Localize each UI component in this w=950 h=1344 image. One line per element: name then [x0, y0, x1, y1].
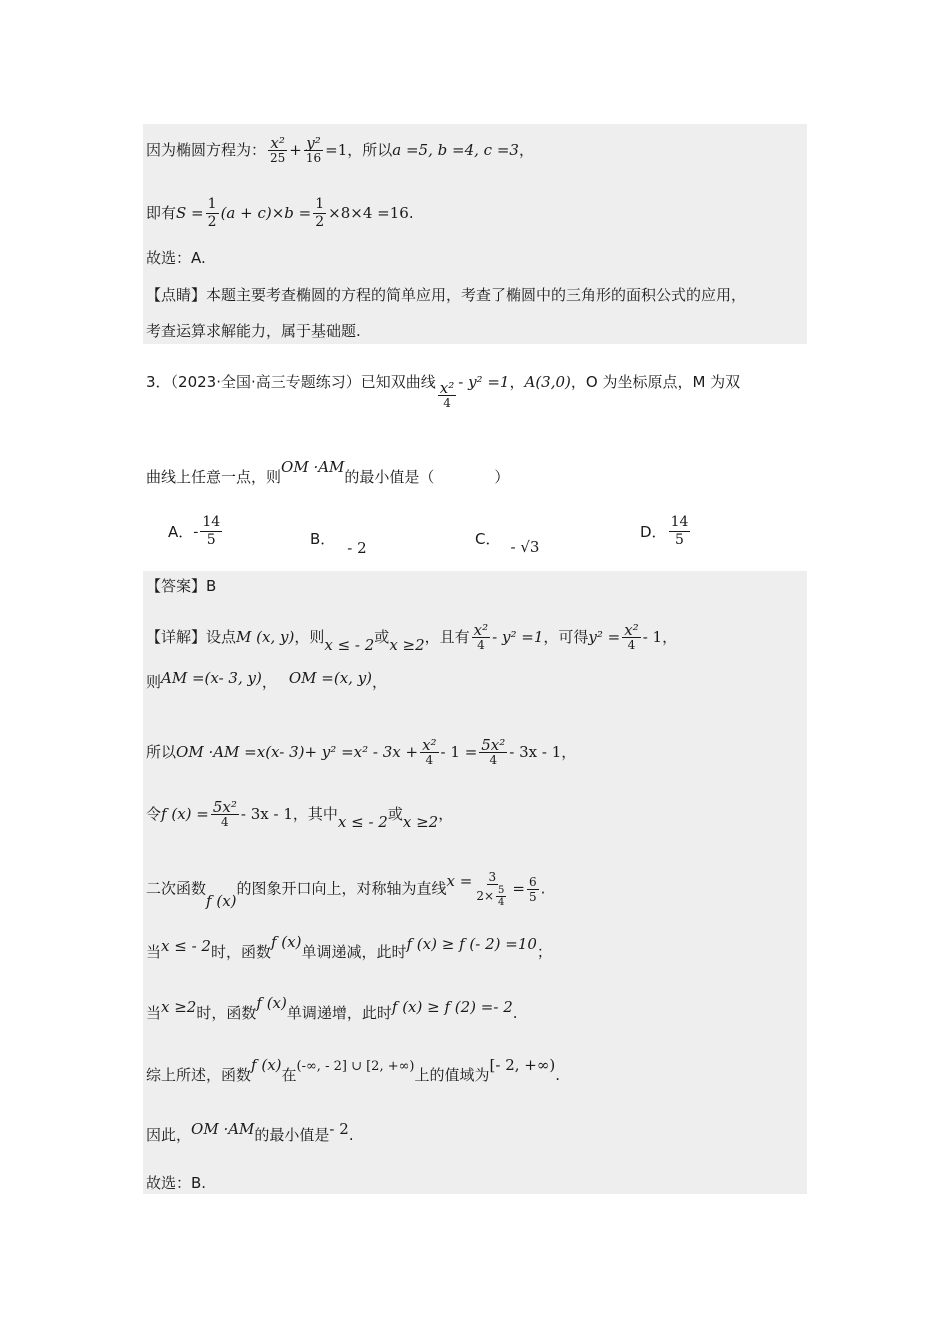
option-a[interactable]: A．- $\frac{14}{5}$ [168, 514, 221, 548]
detail-line8: 综上所述，函数f (x)在(-∞, - 2] ∪ [2, +∞)上的值域为[- 2, +∞). [146, 1056, 560, 1084]
detail-line6: 当x ≤ - 2时，函数f (x)单调递减，此时f (x) ≥ f (- 2) =10； [146, 933, 552, 961]
option-c[interactable]: C． - √3 [475, 530, 540, 556]
block1-line2: 即有S = $\frac{1}{2}$ (a + c)×b = $\frac{1}{2}$ ×8×4 =16. [146, 196, 414, 230]
detail-line4: 令f (x) = $\frac{\text{5x²}}{4}$ - 3x - 1，其中x ≤ - 2或x ≥2， [146, 798, 454, 831]
question-source: （2023·全国·高三专题练习）已知双曲线 [170, 373, 436, 391]
detail-final-choice: 故选：B. [146, 1174, 207, 1192]
question-line2: 曲线上任意一点，则OM ·AM的最小值是（ ） [146, 458, 510, 486]
detail-line7: 当x ≥2时，函数f (x)单调递增，此时f (x) ≥ f (2) =- 2. [146, 994, 518, 1022]
detail-line3: 所以OM ·AM =x(x- 3)+ y² =x² - 3x + $\frac{\text{x²}}{4}$ - 1 = $\frac{\text{5x²}}{4}$ - 3x - 1， [146, 736, 577, 767]
answer-line: 【答案】B [146, 577, 217, 595]
question-line1: 3．（2023·全国·高三专题练习）已知双曲线 $\frac{\text{x²}}{4}$ - y² =1，A(3,0)，O 为坐标原点，M 为双 [146, 373, 741, 410]
question-number: 3． [146, 373, 171, 391]
block1-choice: 故选：A. [146, 249, 206, 267]
vector-product: OM ·AM [281, 458, 345, 476]
block1-line1: 因为椭圆方程为： $\frac{\text{x²}}{25}$ + $\frac{\text{y²}}{16}$ =1，所以a =5, b =4, c =3， [146, 134, 534, 165]
option-d[interactable]: D． $\frac{14}{5}$ [640, 514, 689, 548]
detail-line2: 则AM =(x- 3, y)， OM =(x, y)， [146, 669, 388, 691]
detail-line1: 【详解】设点M (x, y)，则x ≤ - 2或x ≥2，且有 $\frac{\text{x²}}{4}$ - y² =1，可得y² = $\frac{\text{x²}}{4}$ - 1， [146, 621, 678, 654]
remark-line1: 【点睛】本题主要考查椭圆的方程的简单应用，考查了椭圆中的三角形的面积公式的应用， [146, 286, 747, 304]
remark-line2: 考查运算求解能力，属于基础题. [146, 322, 361, 340]
detail-line5: 二次函数f (x)的图象开口向上，对称轴为直线x = 3 2× $\frac{5}{4}$ = $\frac{6}{5}$ . [146, 870, 546, 910]
option-b[interactable]: B． - 2 [310, 530, 367, 557]
detail-line9: 因此，OM ·AM的最小值是- 2. [146, 1120, 354, 1144]
